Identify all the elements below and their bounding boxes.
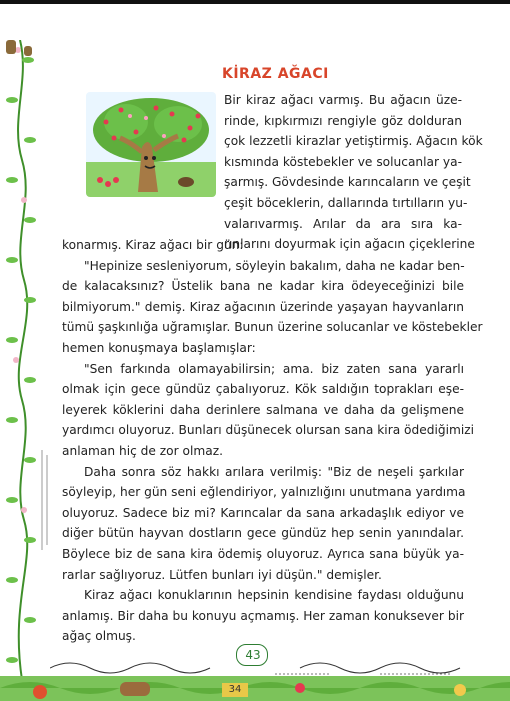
bottom-illustration-strip <box>0 676 510 701</box>
text-line: tümü şaşkınlığa uğramışlar. Bunun üzerine solucanlar ve köstebekler <box>62 320 483 335</box>
text-line: rinde, kıpkırmızı rengiyle göz dolduran <box>224 113 462 128</box>
page-number: 43 <box>245 648 261 662</box>
text-line: Bir kiraz ağacı varmış. Bu ağacın üze- <box>224 93 462 107</box>
text-line: valarıvarmış. Arılar da ara sıra ka- <box>224 216 462 231</box>
bookmark-ribbon <box>40 450 50 550</box>
text-line: bilmiyorum." demiş. Kiraz ağacının üzerinde yaşayan hayvanların <box>62 299 464 314</box>
text-line: "Hepinize sesleniyorum, söyleyin bakalım, daha ne kadar ben- <box>84 258 465 273</box>
text-line: "Sen farkında olamayabilirsin; ama. biz zaten sana yararlı <box>84 361 464 376</box>
text-line: çok lezzetli kirazlar yetiştirmiş. Ağacın kök <box>224 134 483 149</box>
book-page-number: 34 <box>222 683 248 697</box>
cherry-tree-illustration <box>86 92 216 197</box>
story-title: KİRAZ AĞACI <box>222 66 329 82</box>
text-line: konarmış. Kiraz ağacı bir gün: <box>62 238 244 252</box>
text-line: söyleyip, her gün seni eğlendiriyor, yalnızlığını unutmana yardıma <box>62 485 466 500</box>
text-line: ağaç olmuş. <box>62 629 136 644</box>
text-line: leyerek köklerini daha derinlere salmana ve daha da gelişmene <box>62 402 464 417</box>
text-line: çeşit böceklerin, dallarında tırtılların yu- <box>224 195 468 210</box>
page-top-edge <box>0 0 510 4</box>
text-line: anlamış. Bir daha bu konuyu açmamış. Her zaman konuksever bir <box>62 608 464 623</box>
text-line: Böylece biz de sana kira ödemiş oluyoruz. Ayrıca sana büyük ya- <box>62 546 464 561</box>
text-line: şarmış. Gövdesinde karıncaların ve çeşit <box>224 175 471 190</box>
text-line: diğer bütün hayvan dostların gece gündüz hep senin yanındalar. <box>62 526 464 541</box>
text-line: rınlarını doyurmak için ağacın çiçeklerine <box>224 237 475 252</box>
text-line: hemen konuşmaya başlamışlar: <box>62 340 256 355</box>
text-line: kısmında köstebekler ve solucanlar ya- <box>224 154 462 169</box>
text-line: anlaman hiç de zor olmaz. <box>62 443 223 458</box>
text-line: Kiraz ağacı konuklarının hepsinin kendisine faydası olduğunu <box>84 588 464 603</box>
text-line: rarlar sağlıyoruz. Lütfen bunları iyi düşün." demişler. <box>62 567 382 582</box>
vine-border-decoration <box>0 40 40 680</box>
text-line: yardımcı oluyoruz. Bunları düşünecek olursan sana kira ödediğimizi <box>62 423 475 438</box>
text-line: oluyoruz. Sadece biz mi? Karıncalar da sana arkadaşlık ediyor ve <box>62 505 464 520</box>
story-body <box>62 235 483 647</box>
text-beside-illustration <box>224 90 483 255</box>
text-line: Daha sonra söz hakkı arılara verilmiş: "Biz de neşeli şarkılar <box>84 464 464 479</box>
text-line: olmak için gece gündüz çabalıyoruz. Kök saldığın toprakları eşe- <box>62 382 464 397</box>
text-line: de kalacaksınız? Üstelik bana ne kadar kira ödeyeceğinizi bile <box>62 279 464 294</box>
